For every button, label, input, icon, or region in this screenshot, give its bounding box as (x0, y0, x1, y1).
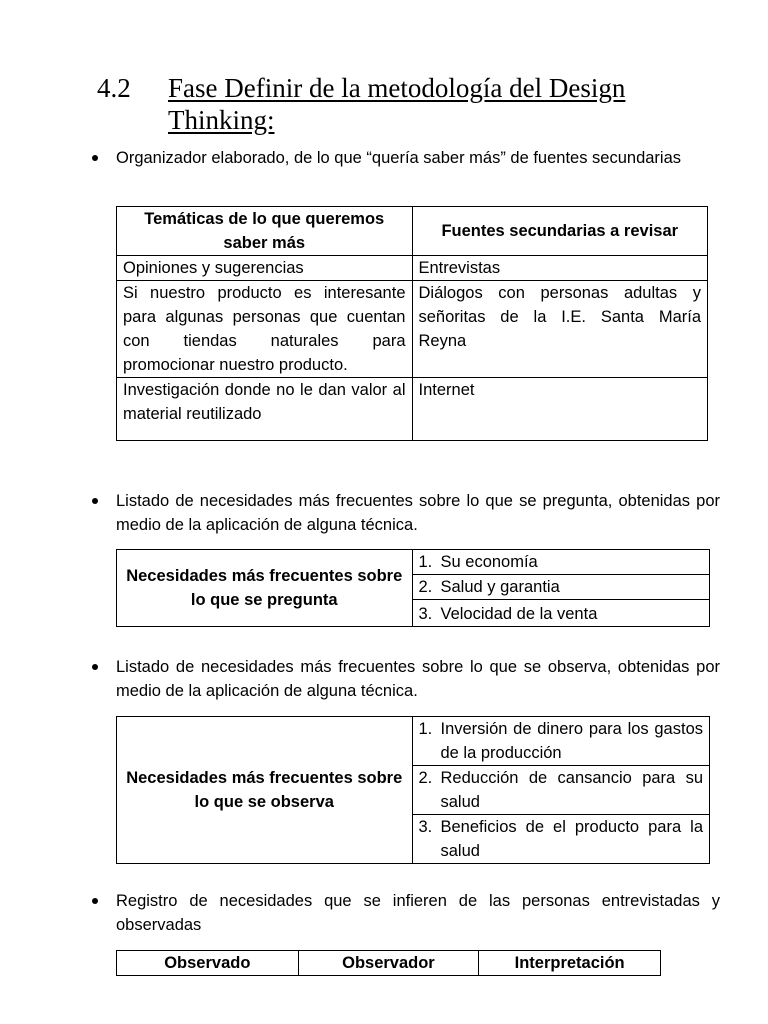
table-header-cell: Observado (117, 951, 299, 976)
list-number: 1. (418, 553, 433, 571)
table-cell (412, 815, 710, 864)
list-text: Reducción de cansancio para su salud (440, 769, 703, 811)
bullet-dot-icon (92, 498, 98, 504)
table-cell (412, 717, 710, 766)
list-text: Su economía (440, 553, 538, 571)
list-text: Salud y garantia (440, 578, 560, 596)
secondary-sources-table (116, 206, 708, 441)
table-row (117, 378, 708, 441)
list-text: Beneficios de el producto para la salud (440, 818, 703, 860)
list-number: 3. (418, 605, 433, 623)
asked-needs-table (116, 549, 710, 627)
bullet-text: Organizador elaborado, de lo que “quería saber más” de fuentes secundarias (116, 149, 682, 167)
bullet-dot-icon (92, 155, 98, 161)
table-cell: Opiniones y sugerencias (117, 256, 413, 281)
bullet-dot-icon (92, 898, 98, 904)
table-row (117, 281, 708, 378)
list-item (419, 550, 704, 574)
table-header-cell: Temáticas de lo que queremos saber más (117, 207, 413, 256)
observed-needs-table (116, 716, 710, 864)
list-number: 2. (418, 769, 433, 787)
table-cell (412, 550, 710, 575)
list-number: 1. (418, 720, 433, 738)
list-item (419, 766, 704, 814)
list-item (419, 815, 704, 863)
section-title: Fase Definir de la metodología del Design Thinking: (168, 73, 626, 135)
table-label-cell: Necesidades más frecuentes sobre lo que se observa (117, 717, 413, 864)
table-cell: Entrevistas (412, 256, 708, 281)
section-number: 4.2 (97, 73, 131, 103)
table-cell: Internet (412, 378, 708, 441)
bullet-text: Registro de necesidades que se infieren de las personas entrevistadas y observadas (116, 892, 720, 934)
table-header-cell: Observador (298, 951, 479, 976)
table-header-cell: Fuentes secundarias a revisar (412, 207, 708, 256)
list-item (419, 575, 704, 599)
bullet-text: Listado de necesidades más frecuentes sobre lo que se pregunta, obtenidas por medio de la aplicación de alguna técnica. (116, 492, 720, 534)
list-text: Velocidad de la venta (440, 605, 598, 623)
table-header-cell: Interpretación (479, 951, 661, 976)
list-number: 2. (418, 578, 433, 596)
table-cell (412, 575, 710, 600)
table-cell (412, 600, 710, 627)
table-row (117, 256, 708, 281)
table-cell: Diálogos con personas adultas y señoritas de la I.E. Santa María Reyna (412, 281, 708, 378)
bullet-dot-icon (92, 664, 98, 670)
bullet-text: Listado de necesidades más frecuentes sobre lo que se observa, obtenidas por medio de la aplicación de alguna técnica. (116, 658, 720, 700)
table-header-row (117, 951, 661, 976)
table-cell: Si nuestro producto es interesante para algunas personas que cuentan con tiendas naturales para promocionar nuestro producto. (117, 281, 413, 378)
observation-record-table (116, 950, 661, 976)
table-row (117, 717, 710, 766)
table-cell (412, 766, 710, 815)
list-text: Inversión de dinero para los gastos de la producción (440, 720, 703, 762)
table-row (117, 550, 710, 575)
table-header-row (117, 207, 708, 256)
list-number: 3. (418, 818, 433, 836)
table-cell: Investigación donde no le dan valor al material reutilizado (117, 378, 413, 441)
table-label-cell: Necesidades más frecuentes sobre lo que se pregunta (117, 550, 413, 627)
list-item (419, 602, 704, 626)
list-item (419, 717, 704, 765)
